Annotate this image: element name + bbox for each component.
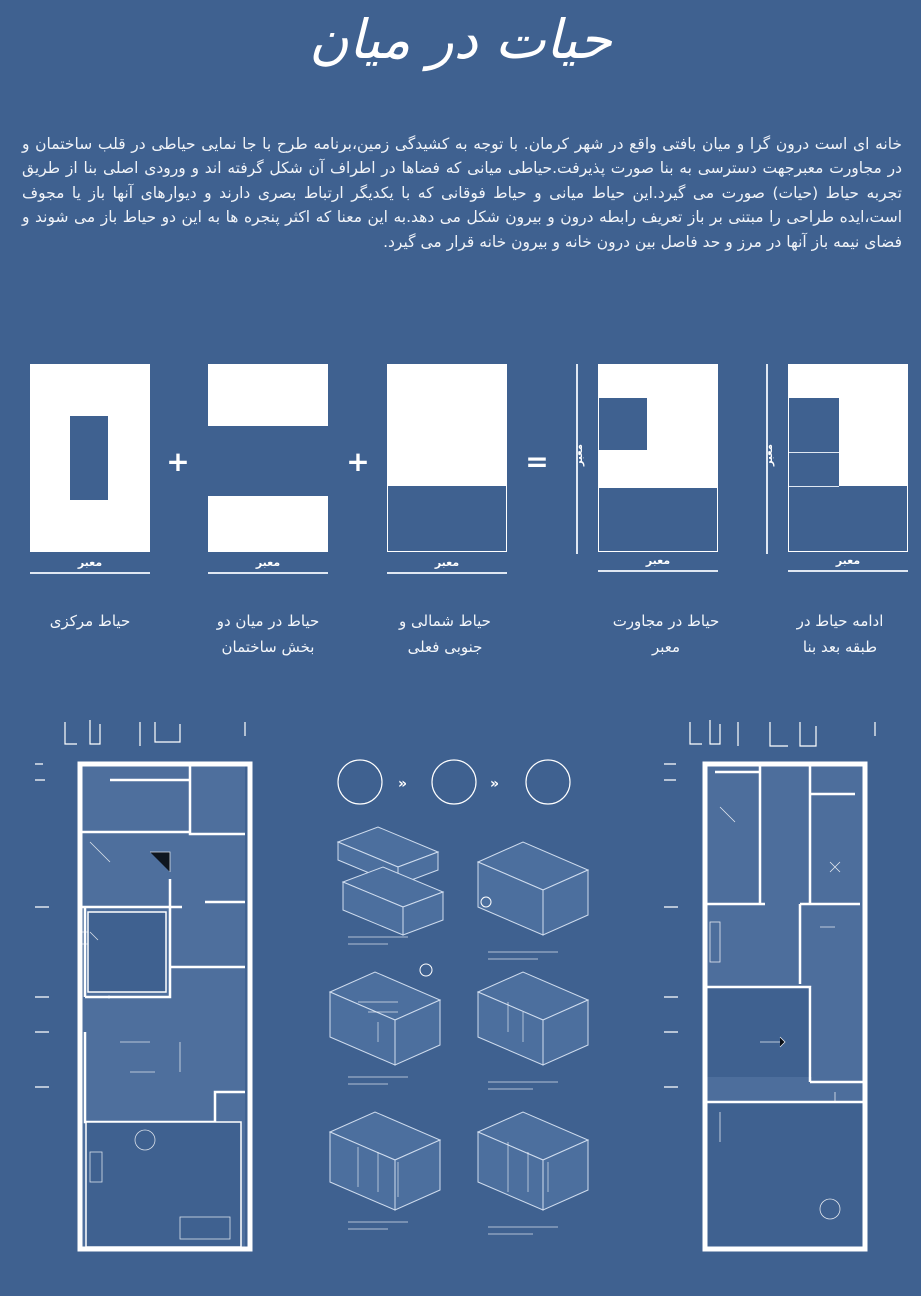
ground-floor-plan xyxy=(30,712,260,1257)
isometric-diagrams xyxy=(318,752,588,1257)
diagram-middle-courtyard xyxy=(208,364,328,584)
plus-icon: + xyxy=(166,445,190,478)
caption-adjacent: حیاط در مجاورت معبر xyxy=(612,612,720,656)
street-label: معبر xyxy=(764,444,775,467)
plus-icon: + xyxy=(346,445,370,478)
concept-circle-2 xyxy=(432,760,476,804)
caption-central: حیاط مرکزی xyxy=(49,612,131,630)
street-label: معبر xyxy=(255,556,281,569)
caption-northsouth: حیاط شمالی و جنوبی فعلی xyxy=(399,612,491,656)
caption-upper: ادامه حیاط در طبقه بعد بنا xyxy=(796,612,884,656)
equals-icon: = xyxy=(525,445,549,478)
street-label: معبر xyxy=(835,554,861,567)
diagram-central-courtyard xyxy=(30,364,150,584)
concept-circle-3 xyxy=(526,760,570,804)
diagram-upper-courtyard xyxy=(766,364,908,584)
description-paragraph: خانه ای است درون گرا و میان بافتی واقع در شهر کرمان. با توجه به کشیدگی زمین،برنامه طرح با جا نمایی حیاطی در قلب ساختمان و در مجاورت معبرجهت دسترسی به بنا صورت پذیرفت.حیاطی میانی که فضاها در اطراف آن شکل گرفته اند و ورودی اصلی بنا از طریق تجربه حیاط (حیات) صورت می گیرد.این حیاط میانی و حیاط فوقانی که با یکدیگر ارتباط بصری دارند و دیوارهای آنها باز یا مجوف است،ایده طراحی را مبتنی بر باز تعریف رابطه درون و بیرون شکل می دهد.به این معنا که اکثر پنجره ها به این دو حیاط باز می شوند و فضای نیمه باز آنها در مرز و حد فاصل بین درون خانه و بیرون خانه قرار می گیرد. xyxy=(22,135,902,251)
diagram-northsouth-courtyard xyxy=(387,364,507,584)
street-label: معبر xyxy=(434,556,460,569)
diagram-adjacent-courtyard xyxy=(576,364,718,584)
first-floor-plan xyxy=(660,712,892,1257)
page-title: حیات در میان xyxy=(309,8,612,71)
caption-middle: حیاط در میان دو بخش ساختمان xyxy=(216,612,320,656)
street-label: معبر xyxy=(77,556,103,569)
arrow-right-icon: » xyxy=(490,776,500,792)
street-label: معبر xyxy=(645,554,671,567)
concept-circle-1 xyxy=(338,760,382,804)
arrow-right-icon: » xyxy=(398,776,408,792)
street-label: معبر xyxy=(574,444,585,467)
sun-icon xyxy=(420,964,432,976)
